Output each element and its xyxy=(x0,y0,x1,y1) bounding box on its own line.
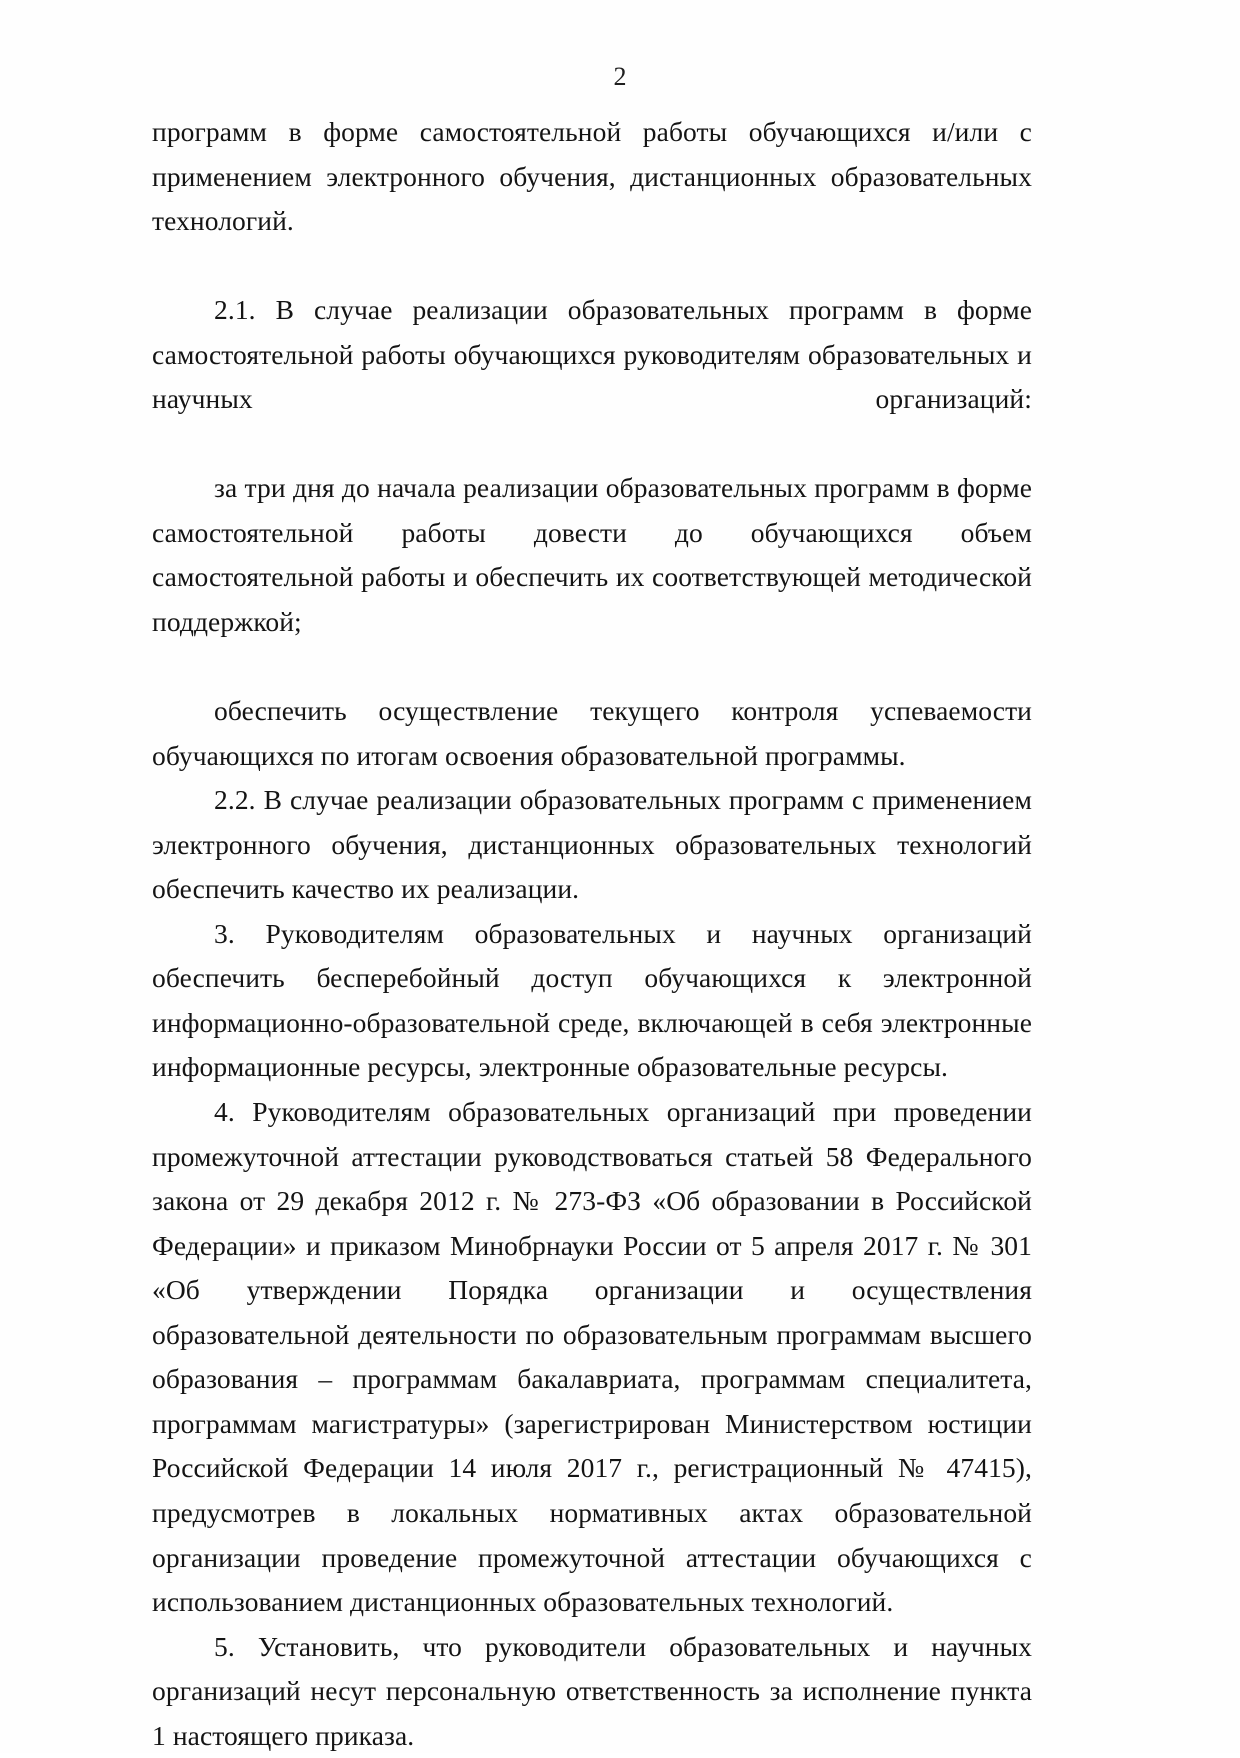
paragraph-3: 3. Руководителям образовательных и научных организаций обеспечить бесперебойный доступ обучающихся к электронной информационно-образовательной среде, включающей в себя электронные информационные ресурсы, электронные образовательные ресурсы. xyxy=(152,917,1032,1083)
paragraph-2-1-item-a: за три дня до начала реализации образовательных программ в форме самостоятельной работы довести до обучающихся объем самостоятельной работы и обеспечить их соответствующей методической поддержкой; xyxy=(152,472,1032,638)
paragraph-2-1: 2.1. В случае реализации образовательных программ в форме самостоятельной работы обучающихся руководителям образовательных и научных организаций: xyxy=(152,294,1032,415)
document-body xyxy=(152,110,1032,1758)
paragraph-2-1-item-b: обеспечить осуществление текущего контроля успеваемости обучающихся по итогам освоения образовательной программы. xyxy=(152,695,1032,771)
page-number: 2 xyxy=(613,62,627,91)
paragraph-continuation: программ в форме самостоятельной работы обучающихся и/или с применением электронного обучения, дистанционных образовательных технологий. xyxy=(152,116,1032,237)
paragraph-5: 5. Установить, что руководители образовательных и научных организаций несут персональную ответственность за исполнение пункта 1 настоящего приказа. xyxy=(152,1630,1032,1751)
paragraph-2-2: 2.2. В случае реализации образовательных программ с применением электронного обучения, дистанционных образовательных технологий обеспечить качество их реализации. xyxy=(152,784,1032,905)
paragraph-4: 4. Руководителям образовательных организаций при проведении промежуточной аттестации руководствоваться статьей 58 Федерального закона от 29 декабря 2012 г. № 273-ФЗ «Об образовании в Российской Федерации» и приказом Минобрнауки России от 5 апреля 2017 г. № 301 «Об утверждении Порядка организации и осуществления образовательной деятельности по образовательным программам высшего образования – программам бакалавриата, программам специалитета, программам магистратуры» (зарегистрирован Министерством юстиции Российской Федерации 14 июля 2017 г., регистрационный № 47415), предусмотрев в локальных нормативных актах образовательной организации проведение промежуточной аттестации обучающихся с использованием дистанционных образовательных технологий. xyxy=(152,1096,1032,1618)
